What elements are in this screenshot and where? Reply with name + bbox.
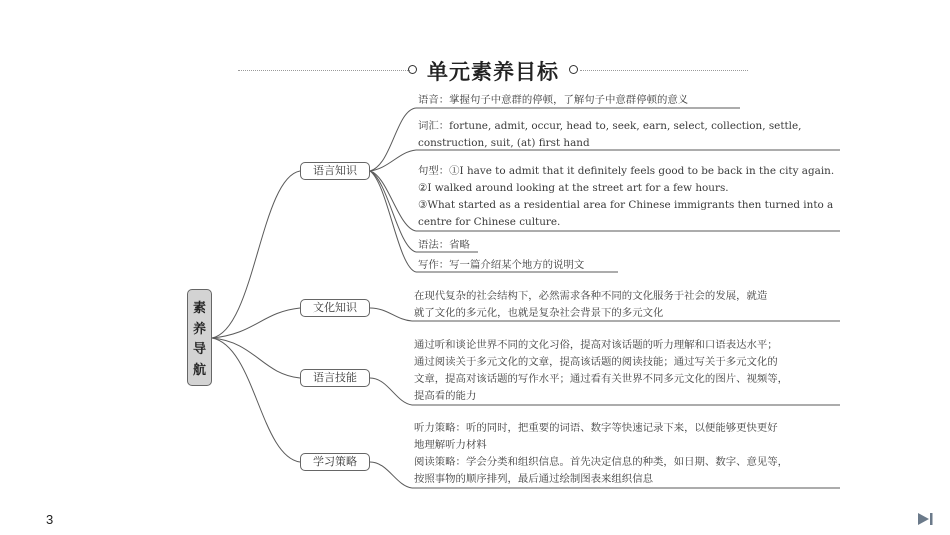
node-learning-strategies: 学习策略: [300, 453, 370, 471]
root-char: 养: [192, 321, 206, 337]
page-title: 单元素养目标: [427, 59, 559, 84]
leaf-line: ②I walked around looking at the street art for a few hours.: [418, 182, 729, 194]
next-slide-button[interactable]: [917, 511, 935, 527]
play-next-icon: [917, 511, 935, 527]
node-culture-knowledge: 文化知识: [300, 299, 370, 317]
title-circle-right: [569, 65, 578, 74]
leaf-line: ③What started as a residential area for Chinese immigrants then turned into a: [418, 199, 834, 211]
leaf-line: 就了文化的多元化，也就是复杂社会背景下的多元文化: [414, 307, 664, 319]
root-char: 素: [192, 300, 206, 316]
root-char: 航: [192, 363, 206, 379]
leaf-line: 在现代复杂的社会结构下，必然需求各种不同的文化服务于社会的发展，就造: [414, 290, 768, 302]
leaf-writing: 写作：写一篇介绍某个地方的说明文: [418, 259, 585, 271]
leaf-line: 阅读策略：学会分类和组织信息。首先决定信息的种类，如日期、数字、意见等，: [414, 456, 789, 468]
leaf-strategies: [414, 420, 788, 488]
node-language-skills: 语言技能: [300, 369, 370, 387]
leaf-line: 按照事物的顺序排列，最后通过绘制图表来组织信息: [414, 473, 653, 485]
root-node: [187, 289, 212, 386]
leaf-culture: [414, 288, 767, 322]
leaf-grammar: 语法：省略: [418, 239, 470, 251]
leaf-vocabulary: [418, 118, 801, 152]
title-dotted-line-right: [580, 70, 748, 71]
leaf-line: 通过阅读关于多元文化的文章，提高该话题的阅读技能；通过写关于多元文化的: [414, 356, 778, 368]
title-row: [238, 56, 748, 86]
leaf-skills: [414, 337, 788, 405]
leaf-line: 通过听和谈论世界不同的文化习俗，提高对该话题的听力理解和口语表达水平；: [414, 339, 778, 351]
leaf-line: 句型：①I have to admit that it definitely feels good to be back in the city again.: [418, 165, 835, 177]
title-dotted-line-left: [238, 70, 410, 71]
leaf-line: 文章，提高对该话题的写作水平；通过看有关世界不同多元文化的图片、视频等，: [414, 373, 789, 385]
leaf-line: 提高看的能力: [414, 390, 477, 402]
leaf-line: 词汇：fortune, admit, occur, head to, seek, earn, select, collection, settle,: [418, 120, 802, 132]
leaf-sentences: [418, 163, 834, 231]
node-language-knowledge: 语言知识: [300, 162, 370, 180]
leaf-line: 听力策略：听的同时，把重要的词语、数字等快速记录下来，以便能够更快更好: [414, 422, 778, 434]
root-char: 导: [192, 342, 206, 358]
leaf-pronunciation: 语音：掌握句子中意群的停顿，了解句子中意群停顿的意义: [418, 94, 689, 106]
leaf-line: 地理解听力材料: [414, 439, 487, 451]
leaf-line: centre for Chinese culture.: [418, 216, 561, 228]
page-number: 3: [46, 512, 54, 527]
leaf-line: construction, suit, (at) first hand: [418, 137, 590, 149]
